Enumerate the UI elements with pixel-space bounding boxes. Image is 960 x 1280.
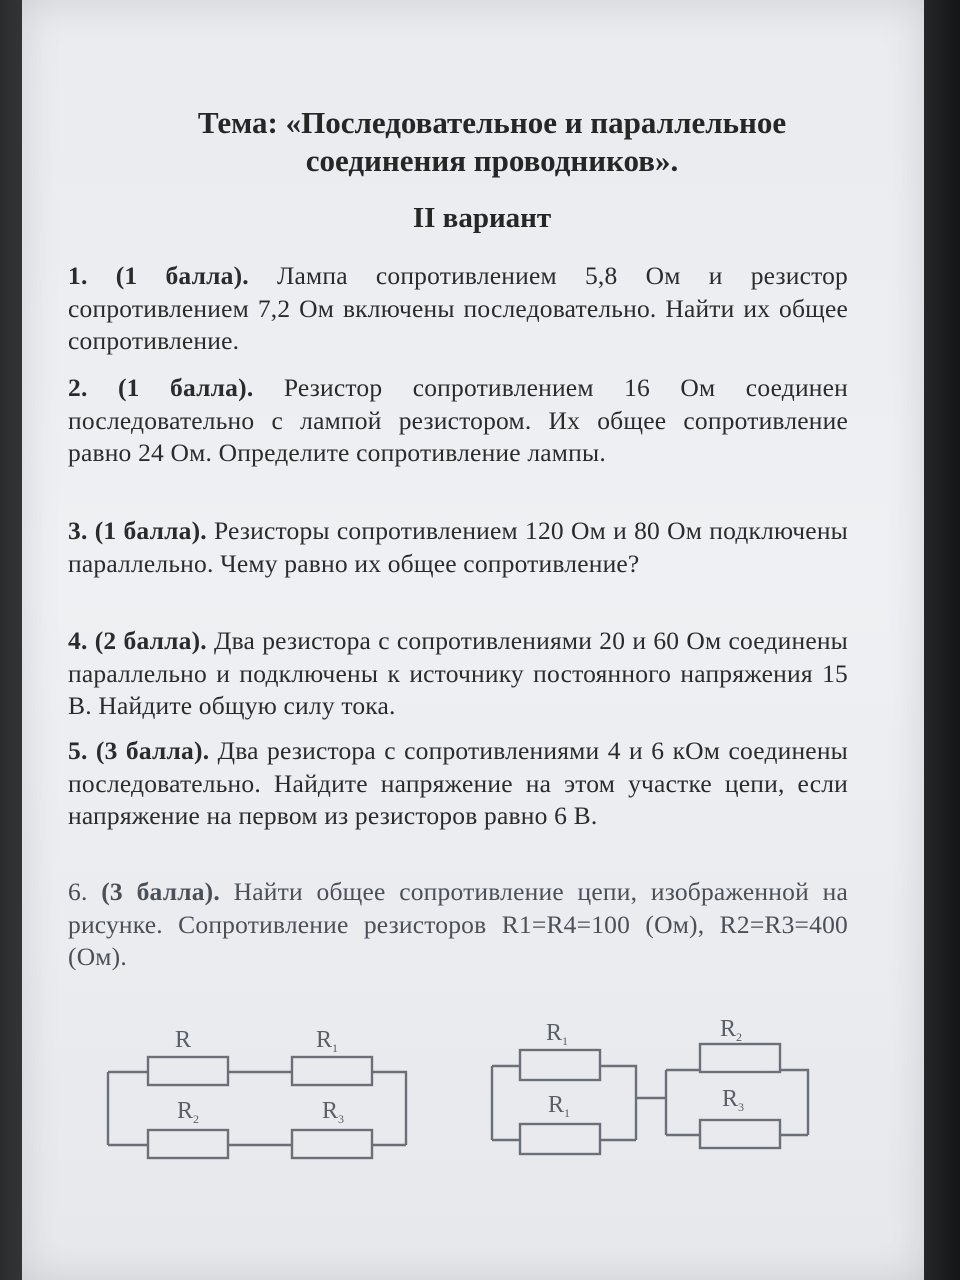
task-1-points: (1 балла).: [115, 261, 249, 290]
task-4-points: (2 балла).: [94, 626, 207, 655]
left-resistor-r-top: [148, 1057, 228, 1085]
left-resistor-r1: [292, 1057, 372, 1085]
task-5-points: (3 балла).: [95, 736, 210, 765]
task-6: [68, 876, 848, 974]
right-resistor-r3: [700, 1120, 780, 1148]
right-label-r2: $R_2$: [720, 1016, 743, 1044]
title-line-2: соединения проводников».: [305, 143, 679, 178]
task-3-number: 3.: [68, 516, 88, 545]
right-label-r1-bottom: $R_1$: [548, 1092, 571, 1120]
task-3-text: Резисторы сопротивлением 120 Ом и 80 Ом подключены параллельно. Чему равно их общее сопротивление?: [68, 516, 849, 578]
worksheet-page: [22, 0, 924, 1280]
left-label-r: R: [175, 1027, 192, 1053]
left-wires: [108, 1072, 406, 1145]
left-label-r1: $R_1$: [316, 1027, 339, 1055]
right-resistor-r1-top: [520, 1050, 600, 1080]
right-labels: [546, 1016, 744, 1120]
task-6-points: (3 балла).: [101, 877, 220, 906]
right-resistor-r1-bottom: [520, 1124, 600, 1154]
task-6-text: Найти общее сопротивление цепи, изображенной на рисунке. Сопротивление резисторов R1=R4=100 (Ом), R2=R3=400 (Ом).: [68, 877, 848, 971]
task-4-number: 4.: [68, 626, 88, 655]
left-labels: [175, 1027, 344, 1126]
task-5-text: Два резистора с сопротивлениями 4 и 6 кОм соединены последовательно. Найдите напряжение на этом участке цепи, если напряжение на первом из резисторов равно 6 В.: [68, 736, 849, 830]
right-resistor-r2: [700, 1044, 780, 1072]
left-resistor-r3: [292, 1130, 372, 1158]
task-1-number: 1.: [68, 261, 88, 290]
page-title: [102, 104, 882, 180]
task-2-points: (1 балла).: [117, 373, 254, 402]
task-4-text: Два резистора с сопротивлениями 20 и 60 Ом соединены параллельно и подключены к источнику постоянного напряжения 15 В. Найдите общую силу тока.: [68, 626, 849, 720]
task-2: [68, 372, 848, 470]
left-label-r2: $R_2$: [177, 1098, 200, 1126]
right-label-r1-top: $R_1$: [546, 1020, 569, 1048]
variant-heading: II вариант: [412, 202, 552, 234]
left-label-r3: $R_3$: [322, 1098, 345, 1126]
task-3-points: (1 балла).: [94, 516, 207, 545]
left-resistor-r2: [148, 1130, 228, 1158]
circuit-left: [108, 1057, 406, 1158]
task-6-number: 6.: [68, 877, 88, 906]
title-line-1: Тема: «Последовательное и параллельное: [197, 105, 787, 140]
task-3: [68, 515, 848, 580]
right-label-r3: $R_3$: [722, 1086, 745, 1114]
task-2-number: 2.: [68, 373, 88, 402]
task-1-text: Лампа сопротивлением 5,8 Ом и резистор сопротивлением 7,2 Ом включены последовательно. Найти их общее сопротивление.: [68, 261, 849, 355]
circuit-right: [492, 1044, 808, 1154]
task-5: [68, 735, 848, 833]
task-4: [68, 625, 848, 723]
circuit-diagrams: [22, 1000, 924, 1200]
task-2-text: Резистор сопротивлением 16 Ом соединен последовательно с лампой резистором. Их общее сопротивление равно 24 Ом. Определите сопротивление лампы.: [68, 373, 849, 467]
task-5-number: 5.: [68, 736, 88, 765]
task-1: [68, 260, 848, 358]
